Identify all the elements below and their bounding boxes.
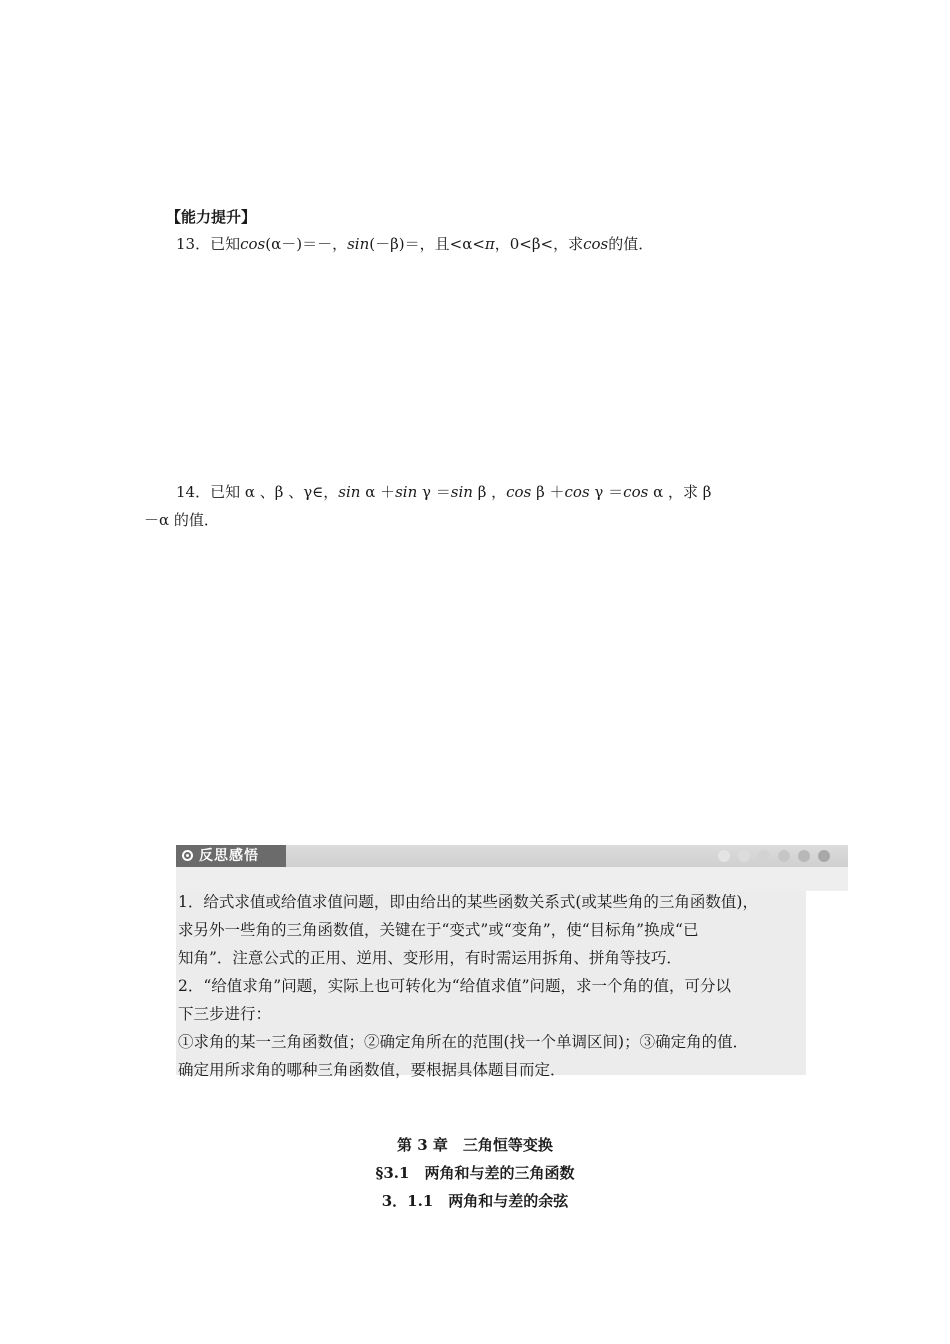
- section-heading: §3.1 两角和与差的三角函数: [375, 1164, 575, 1182]
- target-circle-icon: [182, 850, 193, 861]
- problem-text: 的值．: [608, 235, 654, 253]
- problem-text: (α－)＝－，: [265, 235, 348, 253]
- dot-icon: [738, 850, 750, 862]
- reflection-header-tab: [176, 845, 286, 867]
- dot-icon: [758, 850, 770, 862]
- problem-text: α ＋: [360, 483, 396, 501]
- reflection-line: 确定用所求角的哪种三角函数值，要根据具体题目而定．: [178, 1061, 566, 1079]
- dot-icon: [798, 850, 810, 862]
- reflection-text: [178, 888, 808, 1084]
- problem-number: 13．: [176, 235, 211, 253]
- subsection-heading: 3．1.1 两角和与差的余弦: [381, 1192, 569, 1210]
- dot-icon: [818, 850, 830, 862]
- function-name: sin: [395, 483, 418, 501]
- problem-text: ，0<β<，求: [494, 235, 584, 253]
- reflection-line: 知角”．注意公式的正用、逆用、变形用，有时需运用拆角、拼角等技巧．: [178, 949, 682, 967]
- problem-text: (－β)＝，且<α<: [369, 235, 485, 253]
- reflection-line: 求另外一些角的三角函数值，关键在于“变式”或“变角”，使“目标角”换成“已: [178, 921, 699, 939]
- problem-14-continuation: －α 的值．: [144, 511, 219, 529]
- problem-text: γ ＝: [589, 483, 624, 501]
- reflection-title: 反思感悟: [199, 848, 259, 864]
- problem-text: α ，求 β: [648, 483, 712, 501]
- function-name: sin: [338, 483, 361, 501]
- problem-13: [176, 230, 653, 258]
- problem-text: γ ＝: [417, 483, 451, 501]
- decorative-dots: [718, 850, 830, 862]
- problem-text: β ＋: [531, 483, 565, 501]
- reflection-line: ①求角的某一三角函数值；②确定角所在的范围(找一个单调区间)；③确定角的值．: [178, 1033, 749, 1051]
- section-title: 【能力提升】: [166, 208, 257, 226]
- function-name: sin: [450, 483, 473, 501]
- reflection-line: 下三步进行：: [178, 1005, 272, 1023]
- problem-number: 14．: [176, 483, 211, 501]
- function-name: cos: [506, 483, 532, 501]
- function-name: cos: [583, 235, 609, 253]
- function-name: cos: [623, 483, 649, 501]
- problem-text: 已知 α 、β 、γ∈，: [210, 483, 339, 501]
- reflection-line: 2．“给值求角”问题，实际上也可转化为“给值求值”问题，求一个角的值，可分以: [178, 977, 732, 995]
- reflection-line: 1．给式求值或给值求值问题，即由给出的某些函数关系式(或某些角的三角函数值)，: [178, 893, 758, 911]
- function-name: cos: [240, 235, 266, 253]
- problem-14: [176, 478, 711, 506]
- function-name: cos: [564, 483, 590, 501]
- dot-icon: [718, 850, 730, 862]
- dot-icon: [778, 850, 790, 862]
- pi-symbol: π: [484, 235, 495, 253]
- problem-text: β ，: [472, 483, 507, 501]
- function-name: sin: [347, 235, 370, 253]
- problem-text: 已知: [210, 235, 241, 253]
- chapter-title: 第 3 章 三角恒等变换: [397, 1136, 553, 1154]
